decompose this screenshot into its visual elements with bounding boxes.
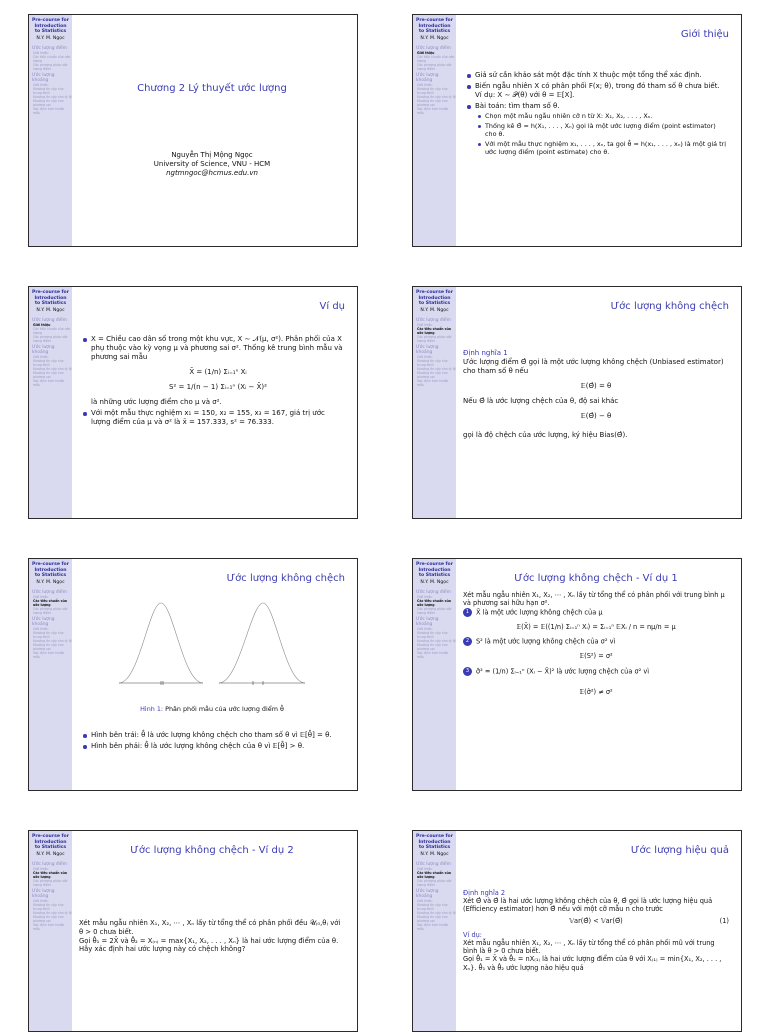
sidebar-nav-item[interactable]: Khoảng tin cậy cho tỷ lệ bbox=[417, 638, 456, 643]
slide-sidebar bbox=[29, 287, 72, 518]
sidebar-nav-section[interactable]: Ước lượng khoảng bbox=[416, 888, 439, 899]
slide-title: Chương 2 Lý thuyết ước lượng bbox=[137, 83, 287, 94]
sidebar-nav-item[interactable]: Khoảng tin cậy cho tỷ lệ bbox=[417, 910, 456, 915]
sidebar-nav-item[interactable]: Xác định kích thước mẫu bbox=[417, 922, 449, 931]
definition-text: Ước lượng điểm Θ̂ gọi là một ước lượng không chệch (Unbiased estimator) cho tham số θ nếu bbox=[463, 358, 724, 375]
sidebar-nav-item[interactable]: Giới thiệu bbox=[417, 50, 435, 55]
sidebar-nav-item[interactable]: Giới thiệu bbox=[33, 594, 49, 599]
sidebar-nav-item[interactable]: Khoảng tin cậy cho phương sai bbox=[33, 370, 64, 379]
sidebar-nav-item[interactable]: Giới thiệu bbox=[33, 82, 49, 87]
slide-content bbox=[79, 15, 345, 246]
slide-content bbox=[463, 15, 729, 246]
sidebar-nav-item[interactable]: Các phương pháp ước lượng điểm bbox=[33, 878, 68, 887]
sidebar-nav-item[interactable]: Các phương pháp ước lượng điểm bbox=[417, 62, 452, 71]
paragraph: gọi là độ chệch của ước lượng, ký hiệu Bias(Θ̂). bbox=[463, 431, 628, 439]
sidebar-nav-item[interactable]: Khoảng tin cậy cho trung bình bbox=[417, 358, 448, 367]
sidebar-nav-item[interactable]: Khoảng tin cậy cho phương sai bbox=[417, 642, 448, 651]
numbered-item: 1 X̄ là một ước lượng không chệch của μ bbox=[463, 608, 729, 617]
slide-title: Ước lượng không chệch bbox=[226, 573, 345, 584]
sidebar-nav-item[interactable]: Khoảng tin cậy cho trung bình bbox=[33, 630, 64, 639]
sampling-distribution-figure bbox=[79, 583, 345, 693]
sidebar-nav-section[interactable]: Ước lượng khoảng bbox=[32, 344, 55, 355]
sidebar-nav-section[interactable]: Ước lượng khoảng bbox=[32, 616, 55, 627]
bullet-list bbox=[463, 71, 729, 156]
slide-title: Ước lượng hiệu quả bbox=[630, 845, 729, 856]
slide-sidebar bbox=[29, 831, 72, 1031]
sidebar-nav-item[interactable]: Giới thiệu bbox=[417, 322, 433, 327]
sidebar-author: N.Y. M. Ngọc bbox=[36, 307, 65, 313]
slide-title: Ước lượng không chệch - Ví dụ 1 bbox=[514, 573, 678, 584]
slide-title: Ước lượng không chệch bbox=[610, 301, 729, 312]
sidebar-nav-section[interactable]: Ước lượng điểm bbox=[32, 45, 67, 51]
slide-sidebar bbox=[29, 15, 72, 246]
sidebar-nav-item[interactable]: Giới thiệu bbox=[417, 898, 433, 903]
sidebar-course-title: Pre-course for Introduction to Statistics bbox=[32, 834, 69, 851]
sidebar-nav-item[interactable]: Khoảng tin cậy cho phương sai bbox=[33, 914, 64, 923]
numbered-item: 3 σ̂² = (1/n) Σᵢ₌₁ⁿ (Xᵢ − X̄)² là ước lượng chệch của σ² vì bbox=[463, 667, 729, 676]
sidebar-nav-item[interactable]: Xác định kích thước mẫu bbox=[33, 106, 65, 115]
slide-1 bbox=[28, 14, 358, 247]
sidebar-nav-item[interactable]: Các phương pháp ước lượng điểm bbox=[33, 334, 68, 343]
equation: X̄ = (1/n) Σᵢ₌₁ⁿ Xᵢ bbox=[189, 368, 247, 376]
paragraph: Xét mẫu ngẫu nhiên X₁, X₂, ⋯ , Xₙ lấy từ tổng thể có phân phối với trung bình μ và phương sai hữu hạn σ². bbox=[463, 591, 725, 608]
figure-caption: Hình 1: Phân phối mẫu của ước lượng điểm θ̂ bbox=[140, 705, 284, 713]
paragraph: Xét mẫu ngẫu nhiên X₁, X₂, ⋯ , Xₙ lấy từ tổng thể có phân phối mũ với trung bình là θ > 0 chưa biết. bbox=[463, 939, 715, 956]
sidebar-course-title: Pre-course for Introduction to Statistics bbox=[32, 562, 69, 579]
sidebar-nav-section[interactable]: Ước lượng khoảng bbox=[416, 616, 439, 627]
sidebar-nav-item[interactable]: Xác định kích thước mẫu bbox=[417, 378, 449, 387]
sidebar-nav-item[interactable]: Khoảng tin cậy cho phương sai bbox=[33, 98, 64, 107]
bullet-item: Bài toán: tìm tham số θ. Chọn một mẫu ngẫu nhiên cỡ n từ X: X₁, X₂, . . . , Xₙ. Thống kê Θ̂ = h(X₁, . . . , Xₙ) gọi là một ước lượng điểm (point estimator) cho θ. Với một mẫu thực nghiệm x₁, . . . , xₙ, ta gọi θ̂ = h(x₁, . . . , xₙ) là một giá trị ước lượng điểm (point estimate) cho θ. bbox=[475, 102, 729, 156]
slide-title: Giới thiệu bbox=[680, 29, 729, 40]
numbered-item: 2 S² là một ước lượng không chệch của σ² vì bbox=[463, 637, 729, 646]
sidebar-nav bbox=[413, 46, 456, 115]
slide-8 bbox=[412, 830, 742, 1032]
bullet-item: Giả sử cần khảo sát một đặc tính X thuộc một tổng thể xác định. bbox=[475, 71, 729, 80]
slide-content bbox=[79, 831, 345, 1031]
bullet-item: Hình bên trái: θ̂ là ước lượng không chệch cho tham số θ vì 𝔼[θ̂] = θ. bbox=[91, 731, 345, 740]
sidebar-nav bbox=[413, 590, 456, 659]
bullet-item: Với một mẫu thực nghiệm x₁ = 150, x₂ = 155, x₃ = 167, giá trị ước lượng điểm của μ và σ² là x̄ = 157.333, s² = 76.333. bbox=[91, 409, 345, 427]
definition-label: Định nghĩa 1 bbox=[463, 349, 508, 357]
sidebar-nav-item[interactable]: Khoảng tin cậy cho trung bình bbox=[417, 902, 448, 911]
sidebar-nav-section[interactable]: Ước lượng điểm bbox=[32, 317, 67, 323]
sidebar-nav-item[interactable]: Xác định kích thước mẫu bbox=[33, 922, 65, 931]
sidebar-nav bbox=[29, 46, 72, 115]
sidebar-nav-section[interactable]: Ước lượng điểm bbox=[416, 45, 451, 51]
sidebar-nav-item[interactable]: Giới thiệu bbox=[417, 354, 433, 359]
slide-content bbox=[463, 559, 729, 790]
sidebar-nav-item[interactable]: Giới thiệu bbox=[33, 626, 49, 631]
slide-title: Ví dụ bbox=[319, 301, 345, 312]
sidebar-author: N.Y. M. Ngọc bbox=[420, 579, 449, 585]
sidebar-nav-item[interactable]: Các phương pháp ước lượng điểm bbox=[417, 878, 452, 887]
sidebar-nav-item[interactable]: Khoảng tin cậy cho phương sai bbox=[33, 642, 64, 651]
sidebar-nav-item[interactable]: Các tiêu chuẩn của ước lượng bbox=[33, 870, 67, 879]
sidebar-nav-item[interactable]: Khoảng tin cậy cho trung bình bbox=[33, 902, 64, 911]
paragraph: Nếu Θ̂ là ước lượng chệch của θ, độ sai khác bbox=[463, 397, 619, 405]
sub-bullet-item: Thống kê Θ̂ = h(X₁, . . . , Xₙ) gọi là một ước lượng điểm (point estimator) cho θ. bbox=[485, 122, 729, 138]
paragraph: Gọi θ̂₁ = 2X̄ và θ̂₂ = X₍ₙ₎ = max{X₁, X₂, . . . , Xₙ} là hai ước lượng điểm của θ. Hãy xác định hai ước lượng này có chệch không? bbox=[79, 936, 339, 954]
bullet-item: Biến ngẫu nhiên X có phân phối F(x; θ), trong đó tham số θ chưa biết. Ví dụ: X ∼ 𝒫(θ) với θ = 𝔼[X]. bbox=[475, 82, 729, 100]
slide-sidebar bbox=[413, 287, 456, 518]
paragraph: Xét mẫu ngẫu nhiên X₁, X₂, ⋯ , Xₙ lấy từ tổng thể có phân phối đều 𝒰₍₀,θ₎ với θ > 0 chưa biết. bbox=[79, 919, 341, 936]
sidebar-course-title: Pre-course for Introduction to Statistics bbox=[32, 18, 69, 35]
slide-title: Ước lượng không chệch - Ví dụ 2 bbox=[130, 845, 294, 856]
sidebar-nav-item[interactable]: Giới thiệu bbox=[417, 626, 433, 631]
sidebar-author: N.Y. M. Ngọc bbox=[420, 307, 449, 313]
equation: 𝕍ar(Θ̂) < 𝕍ar(Θ̃) (1) bbox=[569, 916, 729, 925]
sidebar-nav-item[interactable]: Các phương pháp ước lượng điểm bbox=[33, 62, 68, 71]
bullet-list bbox=[79, 731, 345, 751]
slide-sidebar bbox=[29, 559, 72, 790]
affiliation: University of Science, VNU - HCM bbox=[153, 160, 271, 168]
sidebar-nav-item[interactable]: Các phương pháp ước lượng điểm bbox=[33, 606, 68, 615]
slide-7 bbox=[28, 830, 358, 1032]
slide-3 bbox=[28, 286, 358, 519]
sidebar-nav-section[interactable]: Ước lượng khoảng bbox=[416, 344, 439, 355]
sidebar-nav-item[interactable]: Các tiêu chuẩn của ước lượng bbox=[33, 598, 67, 607]
slide-content bbox=[79, 559, 345, 790]
sub-bullet-item: Chọn một mẫu ngẫu nhiên cỡ n từ X: X₁, X₂, . . . , Xₙ. bbox=[485, 112, 729, 120]
sidebar-nav-item[interactable]: Xác định kích thước mẫu bbox=[417, 106, 449, 115]
slide-sidebar bbox=[413, 559, 456, 790]
sidebar-nav-item[interactable]: Các tiêu chuẩn của ước lượng bbox=[417, 870, 451, 879]
sidebar-nav-item[interactable]: Các phương pháp ước lượng điểm bbox=[417, 606, 452, 615]
sidebar-nav bbox=[29, 862, 72, 931]
paragraph: Gọi θ̂₁ = X̄ và θ̂₂ = nX₍₁₎ là hai ước lượng điểm của θ với X₍₁₎ = min{X₁, X₂, . . . , Xₙ}. θ̂₁ và θ̂₂ ước lượng nào hiệu quả bbox=[463, 955, 722, 972]
sidebar-nav-item[interactable]: Giới thiệu bbox=[33, 898, 49, 903]
sidebar-nav-section[interactable]: Ước lượng khoảng bbox=[32, 888, 55, 899]
equation: 𝔼(σ̂²) ≠ σ² bbox=[579, 687, 613, 696]
sidebar-nav-item[interactable]: Khoảng tin cậy cho tỷ lệ bbox=[417, 366, 456, 371]
sidebar-nav-section[interactable]: Ước lượng khoảng bbox=[32, 72, 55, 83]
slide-content bbox=[463, 287, 729, 518]
sidebar-nav-item[interactable]: Các tiêu chuẩn của ước lượng bbox=[33, 326, 71, 335]
slide-2 bbox=[412, 14, 742, 247]
sidebar-nav-item[interactable]: Các tiêu chuẩn của ước lượng bbox=[417, 598, 451, 607]
slide-6 bbox=[412, 558, 742, 791]
slide-4 bbox=[412, 286, 742, 519]
sidebar-nav-item[interactable]: Giới thiệu bbox=[33, 50, 49, 55]
bullet-list bbox=[79, 335, 345, 427]
sidebar-nav-item[interactable]: Khoảng tin cậy cho tỷ lệ bbox=[33, 94, 72, 99]
bullet-item: X = Chiều cao dân số trong một khu vực, X ∼ 𝒩(μ, σ²). Phân phối của X phụ thuộc vào kỳ vọng μ và phương sai σ². Thống kê trung bình mẫu và phương sai mẫu X̄ = (1/n) Σᵢ₌₁ⁿ Xᵢ S² = 1/(n − 1) Σᵢ₌₁ⁿ (Xᵢ − X̄)² là những ước lượng điểm cho μ và σ². bbox=[91, 335, 345, 407]
sidebar-nav-section[interactable]: Ước lượng điểm bbox=[32, 861, 67, 867]
sidebar-nav-item[interactable]: Giới thiệu bbox=[417, 866, 433, 871]
equation: 𝔼(Θ̂) − θ bbox=[580, 412, 612, 420]
sidebar-nav-item[interactable]: Các tiêu chuẩn của ước lượng bbox=[417, 326, 451, 335]
sidebar-author: N.Y. M. Ngọc bbox=[420, 851, 449, 857]
sidebar-nav bbox=[29, 318, 72, 387]
left-density-curve bbox=[119, 603, 203, 683]
sidebar-nav-item[interactable]: Khoảng tin cậy cho tỷ lệ bbox=[33, 910, 72, 915]
author-email: ngtmngoc@hcmus.edu.vn bbox=[166, 169, 258, 177]
sidebar-course-title: Pre-course for Introduction to Statistics bbox=[416, 834, 453, 851]
sidebar-course-title: Pre-course for Introduction to Statistics bbox=[416, 18, 453, 35]
sidebar-nav-section[interactable]: Ước lượng khoảng bbox=[416, 72, 439, 83]
sidebar-author: N.Y. M. Ngọc bbox=[36, 35, 65, 41]
sidebar-author: N.Y. M. Ngọc bbox=[36, 851, 65, 857]
sidebar-nav-section[interactable]: Ước lượng điểm bbox=[32, 589, 67, 595]
sidebar-nav-item[interactable]: Giới thiệu bbox=[33, 866, 49, 871]
slide-content bbox=[463, 831, 729, 1031]
sidebar-nav-item[interactable]: Giới thiệu bbox=[33, 354, 49, 359]
equation: S² = 1/(n − 1) Σᵢ₌₁ⁿ (Xᵢ − X̄)² bbox=[169, 383, 267, 391]
author-name: Nguyễn Thị Mộng Ngọc bbox=[171, 151, 253, 159]
sidebar-nav-item[interactable]: Khoảng tin cậy cho tỷ lệ bbox=[417, 94, 456, 99]
sidebar-nav bbox=[413, 862, 456, 931]
slide-sidebar bbox=[413, 15, 456, 246]
example-label: Ví dụ: bbox=[463, 930, 483, 939]
sidebar-nav-item[interactable]: Khoảng tin cậy cho trung bình bbox=[417, 630, 448, 639]
sidebar-nav-item[interactable]: Giới thiệu bbox=[417, 594, 433, 599]
sidebar-nav-item[interactable]: Khoảng tin cậy cho phương sai bbox=[417, 370, 448, 379]
equation: 𝔼(Θ̂) = θ bbox=[580, 382, 612, 390]
definition-label: Định nghĩa 2 bbox=[463, 889, 506, 897]
slide-5 bbox=[28, 558, 358, 791]
slide-content bbox=[79, 287, 345, 518]
sidebar-course-title: Pre-course for Introduction to Statistics bbox=[416, 562, 453, 579]
sidebar-nav-item[interactable]: Xác định kích thước mẫu bbox=[33, 378, 65, 387]
definition-text: Xét Θ̂ và Θ̃ là hai ước lượng không chệch của θ, Θ̂ gọi là ước lượng hiệu quả (Efficiency estimator) hơn Θ̃ nếu với một cỡ mẫu n cho trước bbox=[463, 897, 713, 914]
sidebar-nav-item[interactable]: Giới thiệu bbox=[33, 322, 51, 327]
sidebar-course-title: Pre-course for Introduction to Statistics bbox=[416, 290, 453, 307]
sidebar-author: N.Y. M. Ngọc bbox=[36, 579, 65, 585]
right-density-curve bbox=[219, 603, 305, 683]
bullet-item: Hình bên phải: θ̂ là ước lượng không chệch của θ vì 𝔼[θ̂] > θ. bbox=[91, 742, 345, 751]
sidebar-course-title: Pre-course for Introduction to Statistics bbox=[32, 290, 69, 307]
sub-bullet-item: Với một mẫu thực nghiệm x₁, . . . , xₙ, ta gọi θ̂ = h(x₁, . . . , xₙ) là một giá trị ước lượng điểm (point estimate) cho θ. bbox=[485, 140, 729, 156]
sidebar-nav-item[interactable]: Khoảng tin cậy cho trung bình bbox=[33, 358, 64, 367]
sidebar-nav-item[interactable]: Giới thiệu bbox=[417, 82, 433, 87]
sidebar-nav-item[interactable]: Các tiêu chuẩn của ước lượng bbox=[417, 54, 455, 63]
slide-sidebar bbox=[413, 831, 456, 1031]
sidebar-nav-item[interactable]: Khoảng tin cậy cho trung bình bbox=[417, 86, 448, 95]
sidebar-nav-item[interactable]: Các tiêu chuẩn của ước lượng bbox=[33, 54, 71, 63]
sidebar-nav-section[interactable]: Ước lượng điểm bbox=[416, 589, 451, 595]
sidebar-nav-item[interactable]: Xác định kích thước mẫu bbox=[33, 650, 65, 659]
sidebar-nav-item[interactable]: Khoảng tin cậy cho phương sai bbox=[417, 914, 448, 923]
sidebar-nav-item[interactable]: Xác định kích thước mẫu bbox=[417, 650, 449, 659]
sidebar-nav-item[interactable]: Khoảng tin cậy cho trung bình bbox=[33, 86, 64, 95]
sidebar-nav-section[interactable]: Ước lượng điểm bbox=[416, 861, 451, 867]
equation: 𝔼(S²) = σ² bbox=[579, 652, 613, 661]
sidebar-nav bbox=[413, 318, 456, 387]
sidebar-nav-item[interactable]: Khoảng tin cậy cho tỷ lệ bbox=[33, 366, 72, 371]
sidebar-nav-item[interactable]: Các phương pháp ước lượng điểm bbox=[417, 334, 452, 343]
sidebar-nav-item[interactable]: Khoảng tin cậy cho tỷ lệ bbox=[33, 638, 72, 643]
equation: 𝔼(X̄) = 𝔼((1/n) Σᵢ₌₁ⁿ Xᵢ) = Σᵢ₌₁ⁿ 𝔼Xᵢ / n = nμ/n = μ bbox=[516, 622, 676, 631]
sidebar-nav-section[interactable]: Ước lượng điểm bbox=[416, 317, 451, 323]
sidebar-author: N.Y. M. Ngọc bbox=[420, 35, 449, 41]
sidebar-nav-item[interactable]: Khoảng tin cậy cho phương sai bbox=[417, 98, 448, 107]
sidebar-nav bbox=[29, 590, 72, 659]
